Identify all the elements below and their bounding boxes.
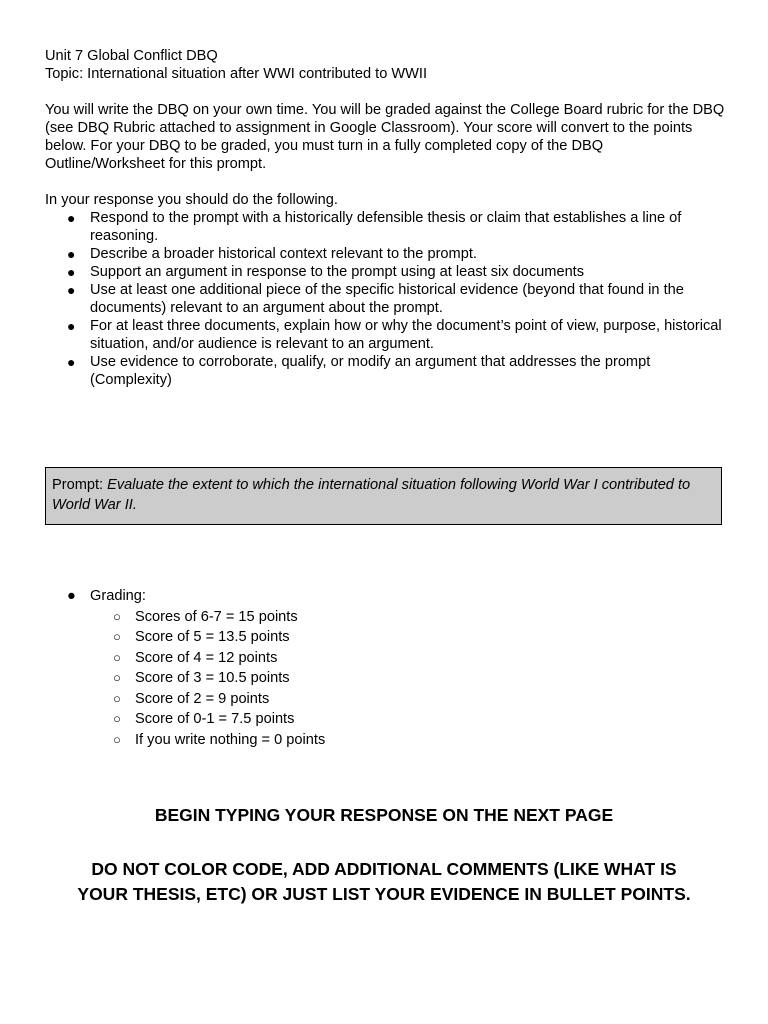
list-item: ● Describe a broader historical context relevant to the prompt. xyxy=(67,246,477,262)
list-item: ○ Score of 4 = 12 points xyxy=(45,648,725,669)
topic-line: Topic: International situation after WWI contributed to WWII xyxy=(45,66,428,82)
bullet-icon: ● xyxy=(67,282,76,298)
bullet-icon: ● xyxy=(67,588,76,604)
intro-paragraph: You will write the DBQ on your own time. You will be graded against the College Board rubric for the DBQ (see DBQ Rubric attached to assignment in Google Classroom). Your score will convert to the points below. For your DBQ to be graded, you must turn in a fully completed copy of the DBQ Outline/Worksheet for this prompt. xyxy=(45,102,725,172)
list-item: ○ Score of 0-1 = 7.5 points xyxy=(45,709,725,730)
list-item: ○ Score of 5 = 13.5 points xyxy=(45,627,725,648)
hollow-circle-icon: ○ xyxy=(113,608,121,624)
do-not-instruction xyxy=(0,857,768,907)
list-item: ● For at least three documents, explain how or why the document’s point of view, purpose, historical situation, and/or audience is relevant to an argument. xyxy=(67,318,722,352)
list-item: ● Respond to the prompt with a historically defensible thesis or claim that establishes a line of reasoning. xyxy=(67,210,682,244)
do-not-line-1: DO NOT COLOR CODE, ADD ADDITIONAL COMMENTS (LIKE WHAT IS xyxy=(91,859,677,879)
prompt-text: Evaluate the extent to which the international situation following World War I contributed to World War II. xyxy=(52,477,691,513)
hollow-circle-icon: ○ xyxy=(113,629,121,644)
requirements-list xyxy=(45,209,725,389)
hollow-circle-icon: ○ xyxy=(113,649,121,665)
bullet-icon: ● xyxy=(67,354,76,370)
grading-section xyxy=(45,586,725,750)
hollow-circle-icon: ○ xyxy=(113,690,121,706)
bullet-icon: ● xyxy=(67,318,76,334)
requirements-lead: In your response you should do the following. xyxy=(45,192,338,208)
hollow-circle-icon: ○ xyxy=(113,711,121,726)
list-item: ○ If you write nothing = 0 points xyxy=(45,730,725,751)
list-item: ● Support an argument in response to the prompt using at least six documents xyxy=(67,264,585,280)
prompt-box xyxy=(45,467,722,525)
bullet-icon: ● xyxy=(67,210,76,226)
hollow-circle-icon: ○ xyxy=(113,731,121,747)
grading-list xyxy=(45,607,725,751)
hollow-circle-icon: ○ xyxy=(113,670,121,685)
grading-heading: ● Grading: xyxy=(45,586,725,607)
list-item: ○ Scores of 6-7 = 15 points xyxy=(45,607,725,628)
begin-instruction: BEGIN TYPING YOUR RESPONSE ON THE NEXT PAGE xyxy=(154,805,614,825)
bullet-icon: ● xyxy=(67,264,76,280)
list-item: ○ Score of 3 = 10.5 points xyxy=(45,668,725,689)
list-item: ● Use evidence to corroborate, qualify, or modify an argument that addresses the prompt (Complexity) xyxy=(67,354,651,388)
prompt-label: Prompt: xyxy=(52,477,108,493)
list-item: ○ Score of 2 = 9 points xyxy=(45,689,725,710)
document-page xyxy=(45,47,725,750)
unit-title: Unit 7 Global Conflict DBQ xyxy=(45,48,218,64)
bullet-icon: ● xyxy=(67,246,76,262)
list-item: ● Use at least one additional piece of the specific historical evidence (beyond that found in the documents) relevant to an argument about the prompt. xyxy=(67,282,684,316)
do-not-line-2: YOUR THESIS, ETC) OR JUST LIST YOUR EVIDENCE IN BULLET POINTS. xyxy=(77,884,691,904)
